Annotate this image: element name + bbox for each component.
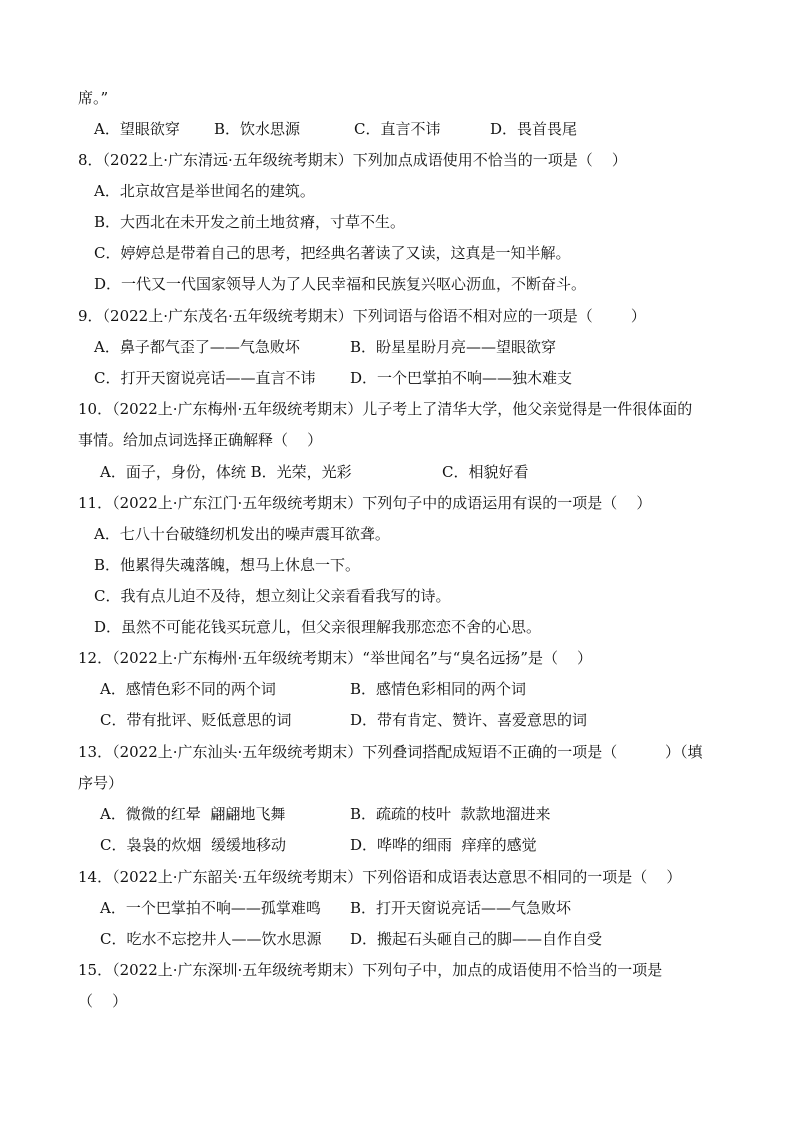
option-a: A．感情色彩不同的两个词 bbox=[100, 680, 276, 698]
question-stem-line-2: （ ） bbox=[78, 992, 128, 1010]
question-stem-line-2: 事情。给加点词选择正确解释（ ） bbox=[78, 431, 323, 449]
question-7-tail: 席。” bbox=[78, 89, 109, 107]
question-stem: 12．（2022上·广东梅州·五年级统考期末）“举世闻名”与“臭名远扬”是（ ） bbox=[78, 649, 593, 667]
question-stem-line-2: 序号） bbox=[78, 774, 124, 792]
option-c: C．婷婷总是带着自己的思考，把经典名著读了又读，这真是一知半解。 bbox=[94, 244, 571, 262]
option-a: A．北京故宫是举世闻名的建筑。 bbox=[94, 182, 315, 200]
option-c: C．相貌好看 bbox=[442, 463, 529, 481]
option-b: B．打开天窗说亮话——气急败坏 bbox=[350, 899, 572, 917]
option-b: B．饮水思源 bbox=[214, 120, 301, 138]
option-a-b: A．面子，身份，体统 B．光荣，光彩 bbox=[100, 463, 352, 481]
option-b: B．大西北在未开发之前土地贫瘠，寸草不生。 bbox=[94, 213, 406, 231]
option-a: A．望眼欲穿 bbox=[94, 120, 180, 138]
option-c: C．打开天窗说亮话——直言不讳 bbox=[94, 369, 316, 387]
option-d: D．搬起石头砸自己的脚——自作自受 bbox=[350, 930, 603, 948]
option-b: B．疏疏的枝叶 款款地溜进来 bbox=[350, 805, 551, 823]
question-stem: 14．（2022上·广东韶关·五年级统考期末）下列俗语和成语表达意思不相同的一项是（ ） bbox=[78, 868, 682, 886]
option-b: B．他累得失魂落魄，想马上休息一下。 bbox=[94, 556, 361, 574]
question-stem: 8．（2022上·广东清远·五年级统考期末）下列加点成语使用不恰当的一项是（ ） bbox=[78, 151, 627, 169]
question-stem: 11．（2022上·广东江门·五年级统考期末）下列句子中的成语运用有误的一项是（ ） bbox=[78, 494, 652, 512]
option-d: D．带有肯定、赞许、喜爱意思的词 bbox=[350, 711, 588, 729]
question-stem: 9．（2022上·广东茂名·五年级统考期末）下列词语与俗语不相对应的一项是（ ） bbox=[78, 307, 646, 325]
question-stem-line-1: 13．（2022上·广东汕头·五年级统考期末）下列叠词搭配成短语不正确的一项是（ ）（填 bbox=[78, 743, 703, 761]
option-d: D．哗哗的细雨 痒痒的感觉 bbox=[350, 836, 537, 854]
option-c: C．吃水不忘挖井人——饮水思源 bbox=[100, 930, 322, 948]
option-b: B．感情色彩相同的两个词 bbox=[350, 680, 527, 698]
option-a: A．七八十台破缝纫机发出的噪声震耳欲聋。 bbox=[94, 525, 390, 543]
option-b: B．盼星星盼月亮——望眼欲穿 bbox=[350, 338, 557, 356]
question-stem-line-1: 15．（2022上·广东深圳·五年级统考期末）下列句子中，加点的成语使用不恰当的一项是 bbox=[78, 961, 663, 979]
option-d: D．一个巴掌拍不响——独木难支 bbox=[350, 369, 573, 387]
option-a: A．微微的红晕 翩翩地飞舞 bbox=[100, 805, 286, 823]
option-a: A．鼻子都气歪了——气急败坏 bbox=[94, 338, 300, 356]
option-d: D．虽然不可能花钱买玩意儿，但父亲很理解我那恋恋不舍的心思。 bbox=[94, 618, 542, 636]
option-d: D．畏首畏尾 bbox=[490, 120, 578, 138]
question-stem-line-1: 10．（2022上·广东梅州·五年级统考期末）儿子考上了清华大学，他父亲觉得是一件很体面的 bbox=[78, 400, 693, 418]
option-c: C．袅袅的炊烟 缓缓地移动 bbox=[100, 836, 287, 854]
option-d: D．一代又一代国家领导人为了人民幸福和民族复兴呕心沥血，不断奋斗。 bbox=[94, 275, 587, 293]
option-c: C．直言不讳 bbox=[354, 120, 441, 138]
option-c: C．我有点儿迫不及待，想立刻让父亲看看我写的诗。 bbox=[94, 587, 451, 605]
option-a: A．一个巴掌拍不响——孤掌难鸣 bbox=[100, 899, 321, 917]
option-c: C．带有批评、贬低意思的词 bbox=[100, 711, 292, 729]
